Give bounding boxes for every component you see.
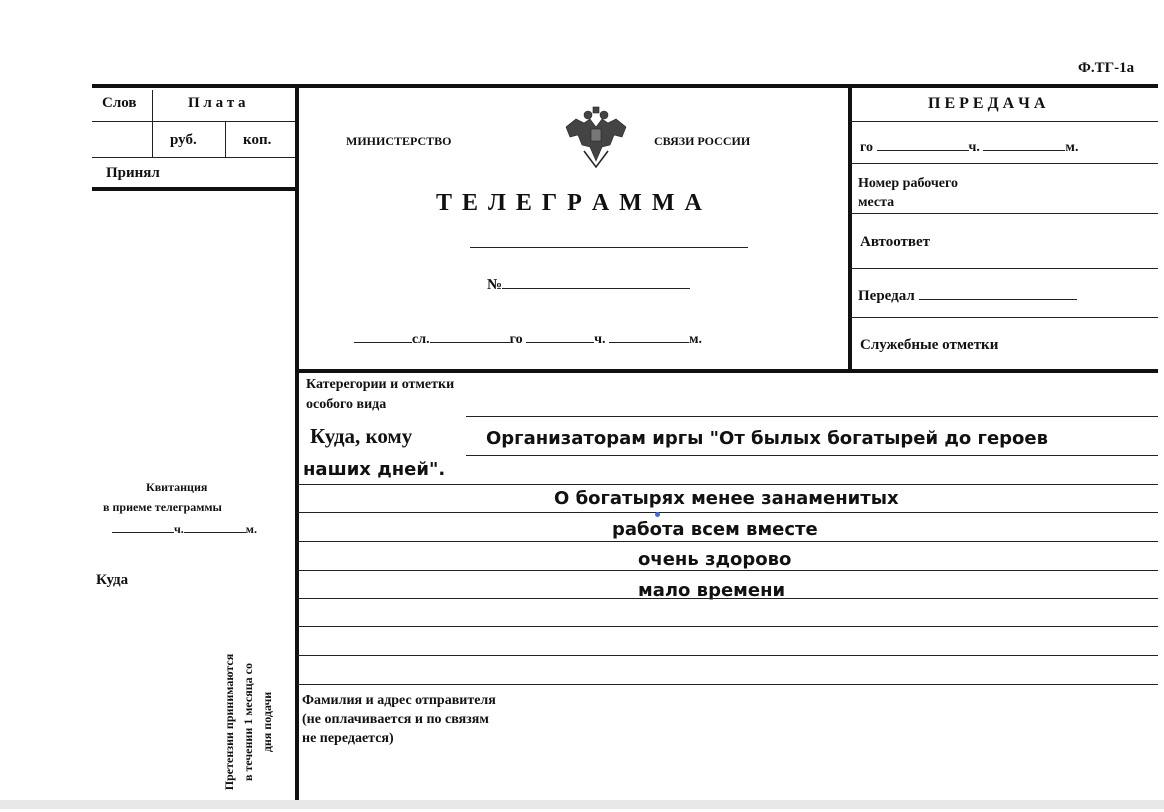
sender-label bbox=[302, 691, 496, 748]
right-line-1 bbox=[850, 121, 1158, 122]
sent-by-field[interactable] bbox=[858, 287, 1077, 305]
recipient-line-2[interactable]: наших дней". bbox=[303, 459, 446, 480]
telegram-title: Т Е Л Е Г Р А М М А bbox=[436, 190, 704, 216]
body-line-1 bbox=[297, 484, 1158, 485]
transfer-go-blank[interactable] bbox=[877, 138, 969, 151]
sl-blank[interactable] bbox=[354, 330, 412, 343]
sender-line-2: (не оплачивается и по связям bbox=[302, 712, 489, 727]
hours-label: ч. bbox=[594, 332, 606, 347]
number-label: № bbox=[487, 277, 503, 293]
minutes-label: м. bbox=[689, 332, 703, 347]
message-line-1[interactable]: О богатырях менее занаменитых bbox=[554, 488, 899, 509]
where-label: Куда bbox=[96, 572, 129, 588]
transfer-go-label: го bbox=[860, 140, 874, 155]
rub-kop-divider bbox=[225, 121, 226, 158]
where-whom-label: Куда, кому bbox=[310, 424, 413, 448]
body-line-3 bbox=[297, 541, 1158, 542]
transfer-time-row bbox=[860, 138, 1078, 156]
workplace-line-1: Номер рабочего bbox=[858, 176, 959, 191]
claims-note-line-1: Претензии принимаются bbox=[222, 653, 236, 791]
receipt-title: Квитанция bbox=[146, 480, 208, 494]
form-code: Ф.ТГ-1а bbox=[1078, 60, 1135, 76]
number-blank[interactable] bbox=[502, 276, 690, 289]
body-line-5 bbox=[297, 598, 1158, 599]
service-marks-label: Служебные отметки bbox=[860, 337, 999, 353]
left-row-line-1 bbox=[92, 121, 296, 122]
words-divider bbox=[152, 90, 153, 158]
body-line-4 bbox=[297, 570, 1158, 571]
number-field[interactable] bbox=[487, 276, 690, 294]
receipt-hours-blank bbox=[112, 520, 174, 533]
workplace-label bbox=[858, 174, 958, 212]
coat-of-arms-icon bbox=[560, 105, 632, 169]
receipt-subtitle: в приеме телеграммы bbox=[103, 500, 222, 514]
message-line-3[interactable]: очень здорово bbox=[638, 549, 792, 570]
body-line-6 bbox=[297, 626, 1158, 627]
top-border bbox=[92, 84, 1158, 88]
left-row-line-2 bbox=[92, 157, 296, 158]
claims-note-line-3: дня подачи bbox=[260, 691, 274, 753]
accepted-label: Принял bbox=[106, 165, 160, 181]
right-column-border bbox=[848, 86, 852, 370]
receipt-minutes-blank bbox=[184, 520, 246, 533]
receipt-minutes-label: м. bbox=[245, 522, 257, 536]
sender-line-1: Фамилия и адрес отправителя bbox=[302, 693, 496, 708]
categories-underline bbox=[466, 416, 1158, 417]
left-main-border bbox=[295, 86, 299, 802]
transfer-title: П Е Р Е Д А Ч А bbox=[928, 95, 1046, 112]
transfer-hours-blank[interactable] bbox=[983, 138, 1065, 151]
sent-by-label: Передал bbox=[858, 288, 915, 304]
left-accepted-border bbox=[92, 187, 298, 191]
autoreply-label: Автоответ bbox=[860, 234, 931, 250]
cursor-dot bbox=[655, 512, 660, 517]
hours-blank[interactable] bbox=[526, 330, 594, 343]
right-line-5 bbox=[850, 317, 1158, 318]
transfer-minutes-label: м. bbox=[1065, 140, 1079, 155]
sent-by-blank[interactable] bbox=[919, 287, 1077, 300]
categories-label bbox=[306, 375, 454, 415]
communications-label: СВЯЗИ РОССИИ bbox=[654, 134, 751, 148]
categories-line-2: особого вида bbox=[306, 397, 387, 412]
bottom-scroll-bar bbox=[0, 800, 1164, 809]
right-line-3 bbox=[850, 213, 1158, 214]
body-line-8 bbox=[297, 684, 1158, 685]
recipient-underline-1 bbox=[466, 455, 1158, 456]
receipt-time bbox=[112, 520, 257, 537]
header-body-divider bbox=[297, 369, 1158, 373]
go-label: го bbox=[509, 332, 523, 347]
right-line-4 bbox=[850, 268, 1158, 269]
categories-line-1: Катерегории и отметки bbox=[306, 377, 455, 392]
ministry-label: МИНИСТЕРСТВО bbox=[346, 134, 452, 148]
receipt-hours-label: ч. bbox=[174, 522, 184, 536]
title-underline bbox=[470, 247, 748, 248]
pay-label: П л а т а bbox=[188, 95, 246, 111]
time-row bbox=[354, 330, 702, 348]
go-blank[interactable] bbox=[430, 330, 510, 343]
body-line-7 bbox=[297, 655, 1158, 656]
claims-note bbox=[220, 632, 284, 812]
body-line-2 bbox=[297, 512, 1158, 513]
message-line-2[interactable]: работа всем вместе bbox=[612, 519, 818, 540]
sl-label: сл. bbox=[412, 332, 430, 347]
kop-label: коп. bbox=[243, 132, 272, 148]
recipient-line-1[interactable]: Организаторам иргы "От былых богатырей до героев bbox=[486, 428, 1049, 449]
minutes-blank[interactable] bbox=[609, 330, 689, 343]
workplace-line-2: места bbox=[858, 195, 895, 210]
message-line-4[interactable]: мало времени bbox=[638, 580, 786, 601]
claims-note-line-2: в течении 1 месяца со bbox=[241, 663, 255, 781]
right-line-2 bbox=[850, 163, 1158, 164]
rub-label: руб. bbox=[170, 132, 197, 148]
words-label: Слов bbox=[102, 95, 137, 111]
sender-line-3: не передается) bbox=[302, 731, 394, 746]
transfer-hours-label: ч. bbox=[968, 140, 980, 155]
